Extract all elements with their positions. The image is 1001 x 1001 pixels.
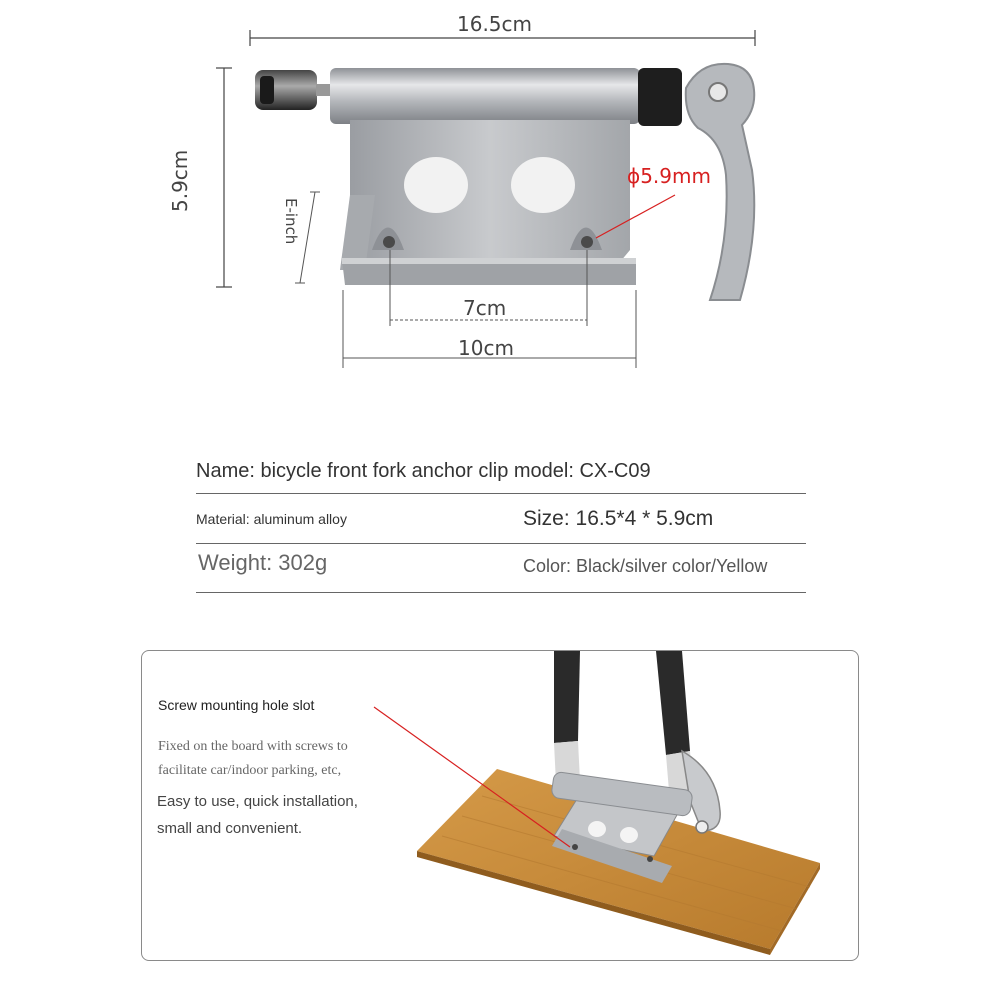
fork-anchor-clip-icon xyxy=(255,68,682,285)
height-dimension-line xyxy=(216,68,232,287)
material-spec: Material: aluminum alloy xyxy=(196,511,347,527)
weight-spec: Weight: 302g xyxy=(198,550,328,575)
mounted-clip-illustration xyxy=(142,651,859,961)
usage-panel xyxy=(141,650,859,961)
height-label: 5.9cm xyxy=(168,149,192,212)
usage-feature-line-2: small and convenient. xyxy=(157,820,303,837)
usage-desc-line-2: facilitate car/indoor parking, etc, xyxy=(158,763,342,778)
overall-length-label: 16.5cm xyxy=(457,12,533,36)
base-length-label: 10cm xyxy=(458,336,514,360)
product-name: Name: bicycle front fork anchor clip model: CX-C09 xyxy=(196,460,651,482)
depth-label: E-inch xyxy=(282,198,300,245)
hole-diameter-label: ϕ5.9mm xyxy=(627,164,711,188)
spec-divider-1 xyxy=(196,493,806,494)
size-spec: Size: 16.5*4 * 5.9cm xyxy=(523,507,714,530)
usage-desc-line-1: Fixed on the board with screws to xyxy=(158,739,348,754)
usage-title: Screw mounting hole slot xyxy=(158,697,315,713)
usage-feature-line-1: Easy to use, quick installation, xyxy=(157,793,358,810)
spec-divider-2 xyxy=(196,543,806,544)
color-spec: Color: Black/silver color/Yellow xyxy=(523,556,768,576)
hole-spacing-label: 7cm xyxy=(463,296,507,320)
spec-divider-3 xyxy=(196,592,806,593)
